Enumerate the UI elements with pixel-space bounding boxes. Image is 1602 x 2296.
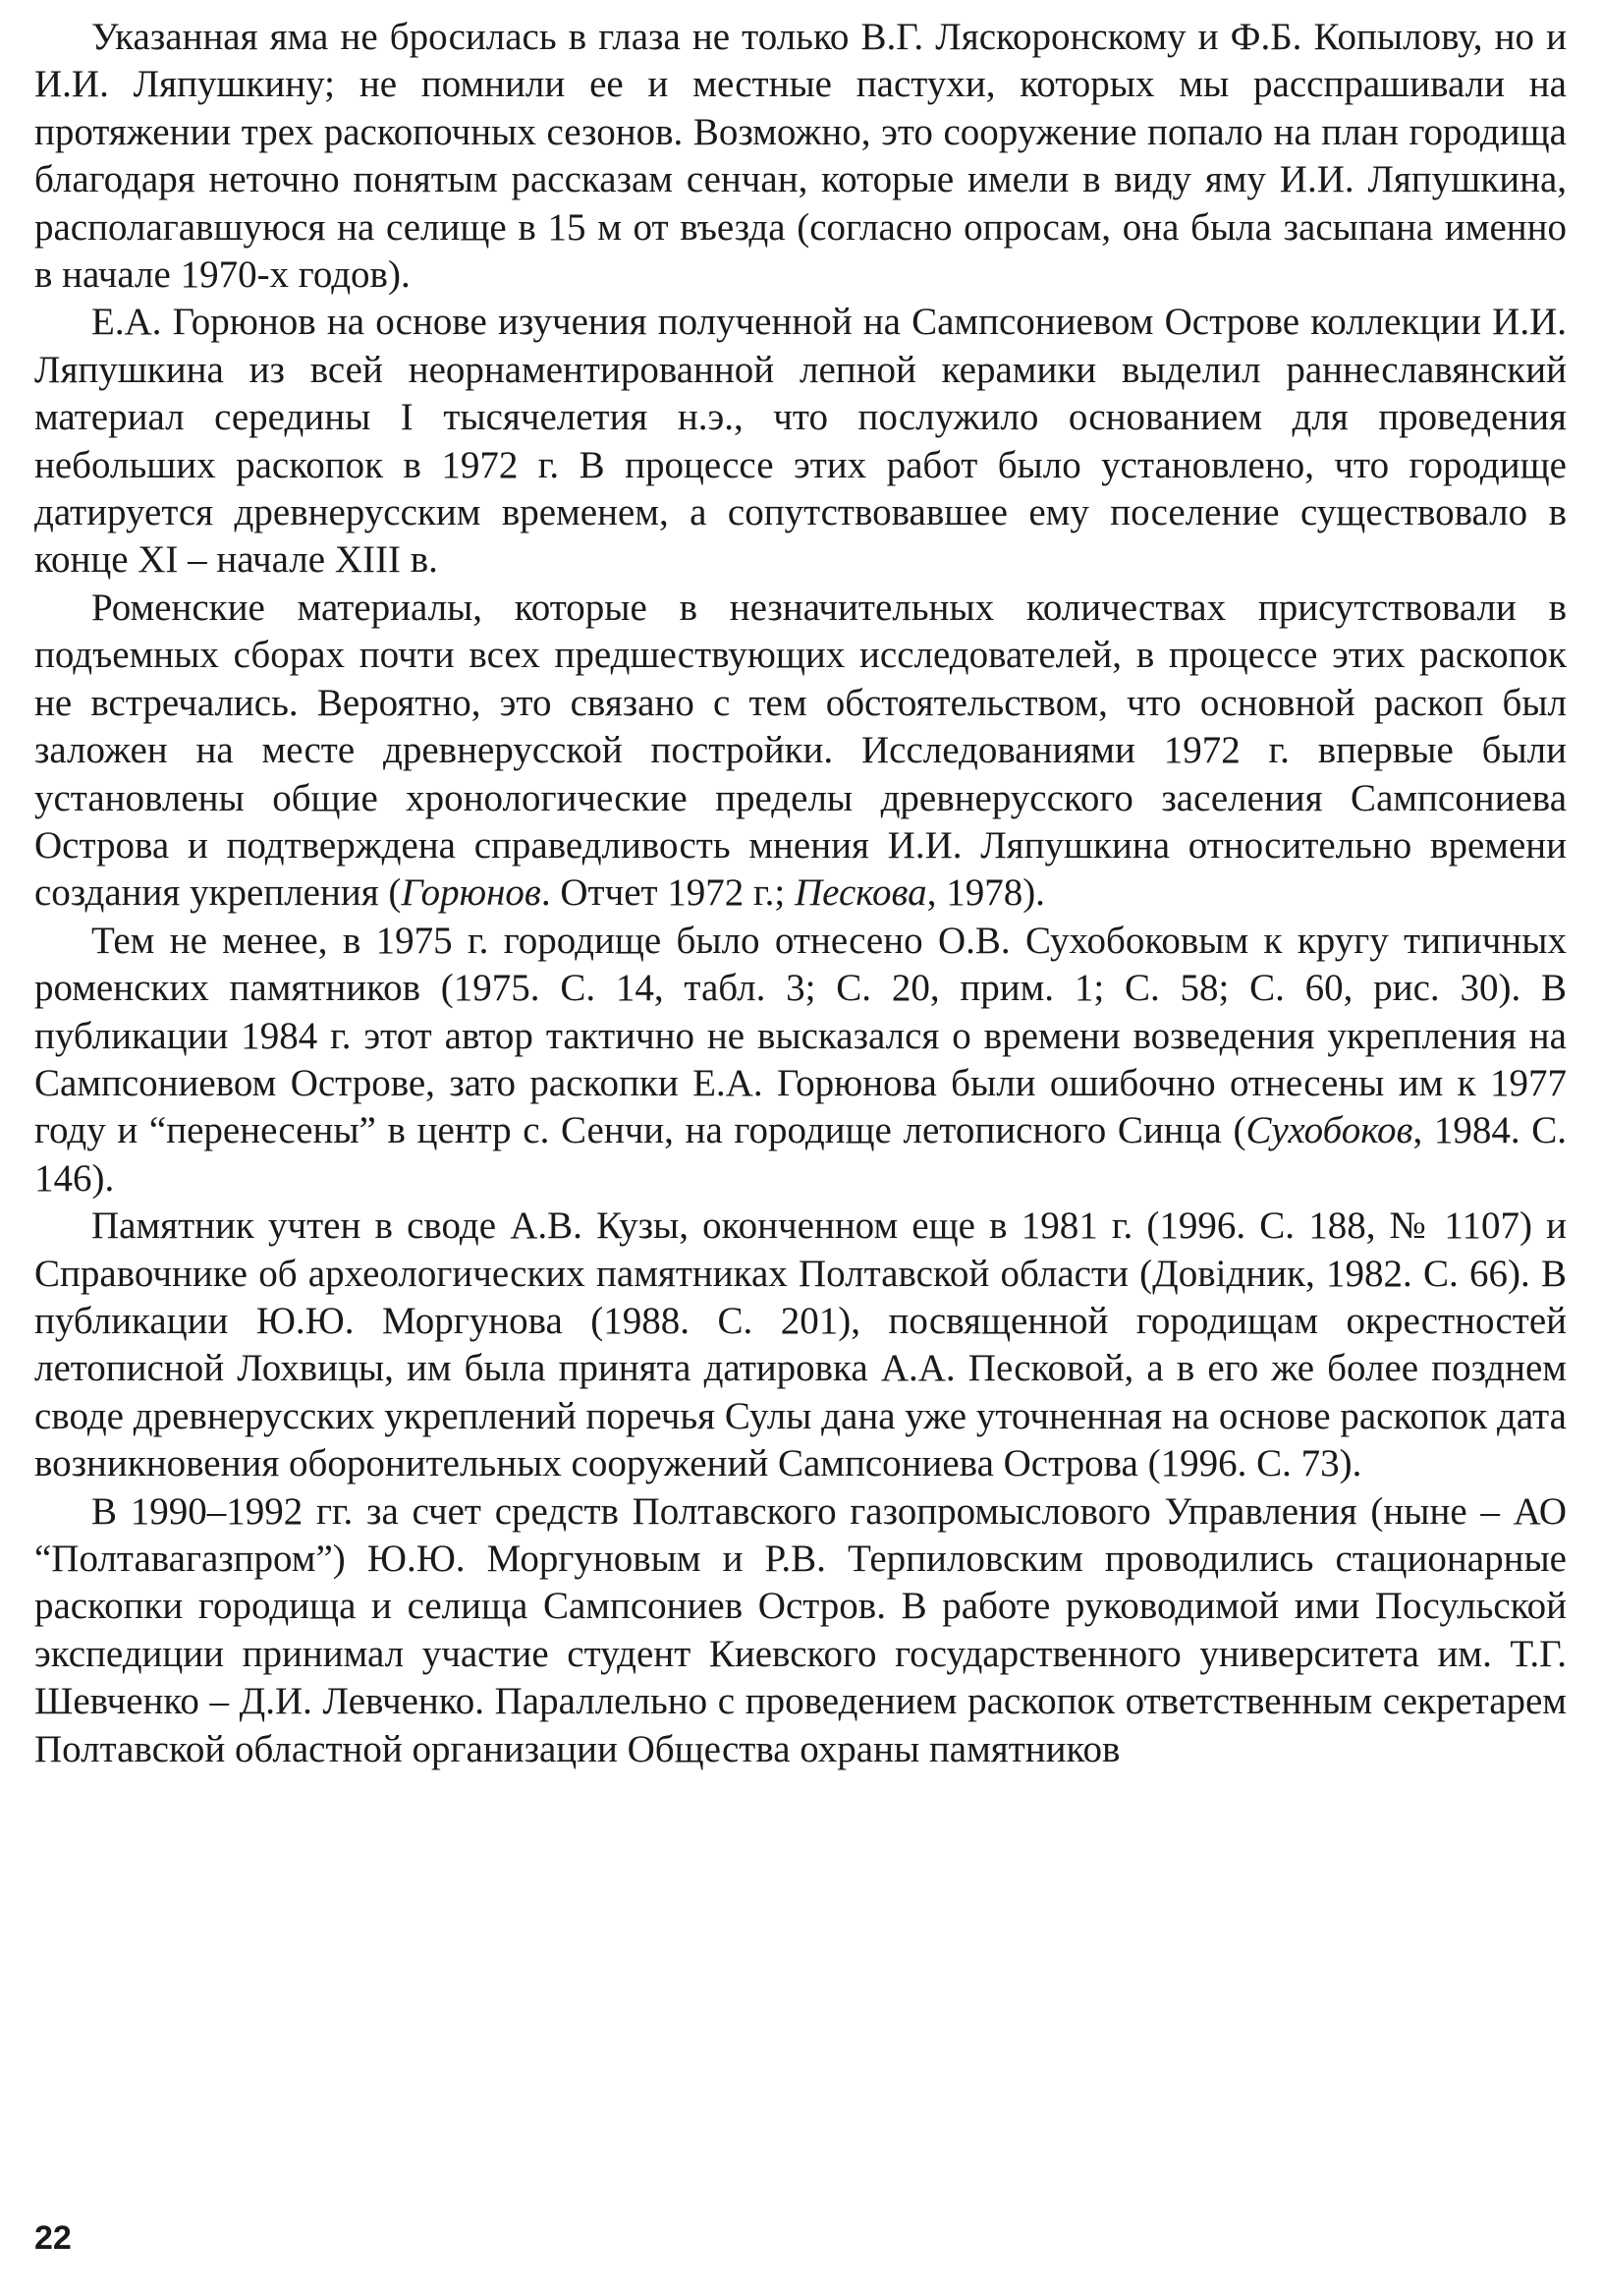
citation-author-sukhobokov: Сухобоков	[1245, 1109, 1413, 1152]
paragraph-1	[34, 14, 1567, 299]
citation-author-peskova: Пескова	[794, 871, 927, 915]
paragraph-3-text-a: Роменские материалы, которые в незначительных количествах присутствовали в подъемных сборах почти всех предшествующих исследователей, в процессе этих раскопок не встречались. Вероятно, это связано с тем обстоятельством, что основной раскоп был заложен на месте древнерусской постройки. Исследованиями 1972 г. впервые были установлены общие хронологические пределы древнерусского заселения Сампсониева Острова и подтверждена справедливость мнения И.И. Ляпушкина относительно времени создания укрепления (	[34, 586, 1567, 915]
page-number: 22	[34, 2219, 72, 2257]
citation-author-goryunov: Горюнов	[401, 871, 541, 915]
paragraph-4	[34, 918, 1567, 1203]
paragraph-6	[34, 1488, 1567, 1773]
paragraph-4-text-a: Тем не менее, в 1975 г. городище было отнесено О.В. Сухобоковым к кругу типичных роменских памятников (1975. С. 14, табл. 3; С. 20, прим. 1; С. 58; С. 60, рис. 30). В публикации 1984 г. этот автор тактично не высказался о времени возведения укрепления на Сампсониевом Острове, зато раскопки Е.А. Горюнова были ошибочно отнесены им к 1977 году и “перенесены” в центр с. Сенчи, на городище летописного Синца (	[34, 919, 1567, 1152]
paragraph-6-text: В 1990–1992 гг. за счет средств Полтавского газопромыслового Управления (ныне – АО “Полтавагазпром”) Ю.Ю. Моргуновым и Р.В. Терпиловским проводились стационарные раскопки городища и селища Сампсониев Остров. В работе руководимой ими Посульской экспедиции принимал участие студент Киевского государственного университета им. Т.Г. Шевченко – Д.И. Левченко. Параллельно с проведением раскопок ответственным секретарем Полтавской областной организации Общества охраны памятников	[34, 1489, 1567, 1770]
paragraph-1-text: Указанная яма не бросилась в глаза не только В.Г. Ляскоронскому и Ф.Б. Копылову, но и И.И. Ляпушкину; не помнили ее и местные пастухи, которых мы расспрашивали на протяжении трех раскопочных сезонов. Возможно, это сооружение попало на план городища благодаря неточно понятым рассказам сенчан, которые имели в виду яму И.И. Ляпушкина, располагавшуюся на селище в 15 м от въезда (согласно опросам, она была засыпана именно в начале 1970-х годов).	[34, 16, 1567, 297]
paragraph-2-text: Е.А. Горюнов на основе изучения полученной на Сампсониевом Острове коллекции И.И. Ляпушкина из всей неорнаментированной лепной керамики выделил раннеславянский материал середины I тысячелетия н.э., что послужило основанием для проведения небольших раскопок в 1972 г. В процессе этих работ было установлено, что городище датируется древнерусским временем, а сопутствовавшее ему поселение существовало в конце XI – начале XIII в.	[34, 301, 1567, 582]
paragraph-5	[34, 1203, 1567, 1487]
paragraph-5-text: Памятник учтен в своде А.В. Кузы, оконченном еще в 1981 г. (1996. С. 188, № 1107) и Справочнике об археологических памятниках Полтавской области (Довiдник, 1982. С. 66). В публикации Ю.Ю. Моргунова (1988. С. 201), посвященной городищам окрестностей летописной Лохвицы, им была принята датировка А.А. Песковой, а в его же более позднем своде древнерусских укреплений поречья Сулы дана уже уточненная на основе раскопок дата возникновения оборонительных сооружений Сампсониева Острова (1996. С. 73).	[34, 1204, 1567, 1485]
paragraph-2	[34, 299, 1567, 584]
paragraph-3-text-b: . Отчет 1972 г.;	[540, 871, 795, 915]
paragraph-4-text-b: , 1984. С. 146).	[34, 1109, 1568, 1200]
paragraph-3	[34, 585, 1567, 918]
paragraph-3-text-c: , 1978).	[926, 871, 1045, 915]
body-text	[34, 14, 1567, 1773]
